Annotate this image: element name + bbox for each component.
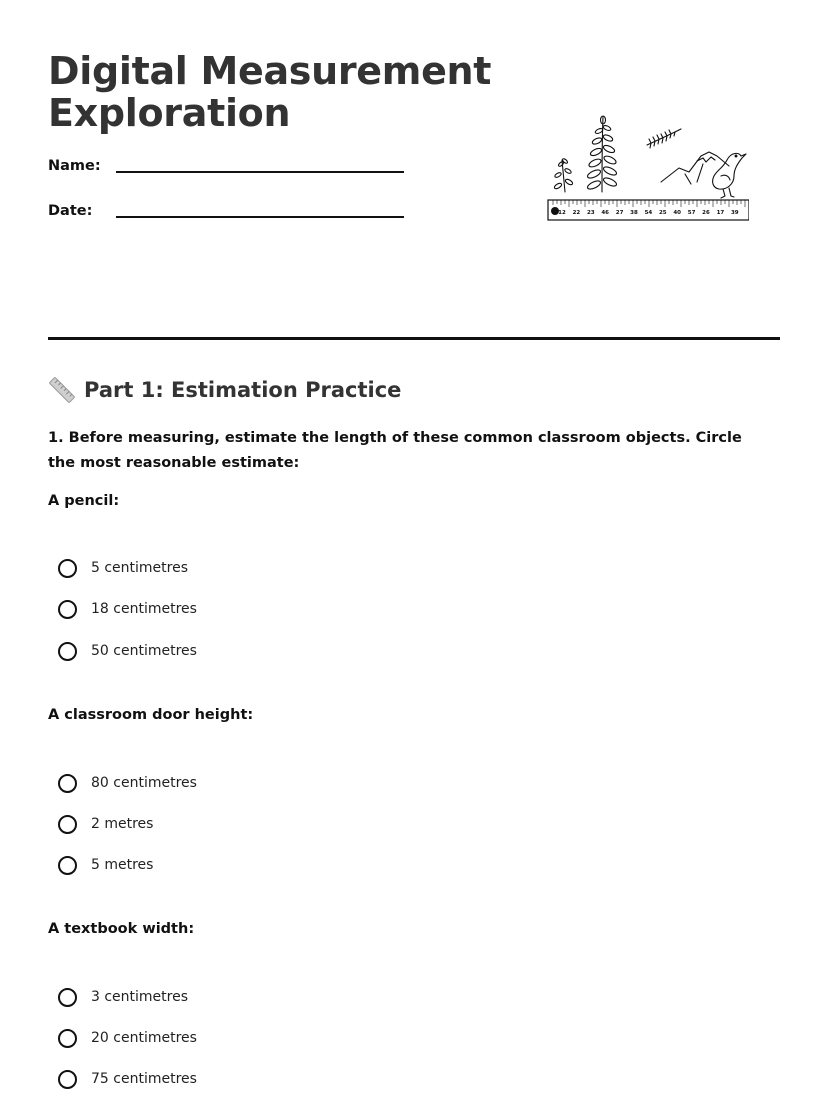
title-line-1: Digital Measurement (48, 49, 492, 93)
radio-circle[interactable] (58, 774, 77, 793)
title-line-2: Exploration (48, 91, 291, 135)
ruler-number: 46 (601, 210, 610, 216)
option-door-3[interactable] (58, 853, 153, 877)
radio-circle[interactable] (58, 988, 77, 1007)
option-text: 80 centimetres (91, 775, 197, 791)
option-text: 3 centimetres (91, 989, 189, 1005)
option-text: 50 centimetres (91, 643, 197, 659)
ruler-number: 12 (558, 210, 566, 216)
item-label-textbook: A textbook width: (48, 921, 195, 937)
radio-circle[interactable] (58, 600, 77, 619)
ruler-number: 26 (702, 210, 710, 216)
ruler-icon (48, 376, 76, 404)
ruler-number: 25 (658, 210, 667, 216)
option-pencil-3[interactable] (58, 639, 197, 663)
option-text: 5 metres (91, 857, 154, 873)
item-label-door: A classroom door height: (48, 707, 254, 723)
ruler-number: 54 (644, 210, 653, 216)
item-label-pencil: A pencil: (48, 493, 120, 509)
date-write-line[interactable] (116, 216, 404, 218)
sprig-icon (554, 158, 574, 192)
radio-circle[interactable] (58, 856, 77, 875)
ruler-number: 57 (687, 210, 696, 216)
part1-heading (48, 374, 401, 406)
radio-circle[interactable] (58, 1070, 77, 1089)
option-textbook-1[interactable] (58, 985, 188, 1009)
radio-circle[interactable] (58, 1029, 77, 1048)
ruler-number: 22 (572, 210, 581, 216)
date-label: Date: (48, 203, 93, 219)
option-text: 20 centimetres (91, 1030, 197, 1046)
ruler-number: 23 (586, 210, 595, 216)
name-write-line[interactable] (116, 171, 404, 173)
ruler-graphic (548, 200, 749, 220)
part1-title: Part 1: Estimation Practice (84, 378, 402, 402)
section-divider (48, 337, 780, 340)
option-pencil-1[interactable] (58, 556, 188, 580)
radio-circle[interactable] (58, 642, 77, 661)
radio-circle[interactable] (58, 559, 77, 578)
date-field[interactable] (48, 203, 408, 227)
mountain-icon (661, 152, 729, 184)
option-pencil-2[interactable] (58, 597, 197, 621)
option-textbook-3[interactable] (58, 1067, 197, 1091)
worksheet-page (48, 0, 780, 1118)
page-title (48, 50, 491, 134)
option-textbook-2[interactable] (58, 1026, 197, 1050)
question-1: 1. Before measuring, estimate the length of these common classroom objects. Circle the most reasonable estimate: (48, 430, 742, 471)
radio-circle[interactable] (58, 815, 77, 834)
option-text: 18 centimetres (91, 601, 197, 617)
ruler-number: 40 (673, 210, 682, 216)
frond-icon (647, 129, 681, 148)
name-label: Name: (48, 158, 101, 174)
bird-icon (713, 153, 746, 198)
ruler-number: 38 (630, 210, 638, 216)
ruler-number: 39 (730, 210, 739, 216)
option-text: 75 centimetres (91, 1071, 197, 1087)
option-text: 5 centimetres (91, 560, 189, 576)
option-text: 2 metres (91, 816, 154, 832)
option-door-1[interactable] (58, 771, 197, 795)
option-door-2[interactable] (58, 812, 153, 836)
ruler-number: 27 (615, 210, 624, 216)
fern-icon (586, 116, 617, 192)
name-field[interactable] (48, 158, 408, 182)
ruler-number: 17 (716, 210, 725, 216)
nature-ruler-illustration (543, 112, 749, 224)
